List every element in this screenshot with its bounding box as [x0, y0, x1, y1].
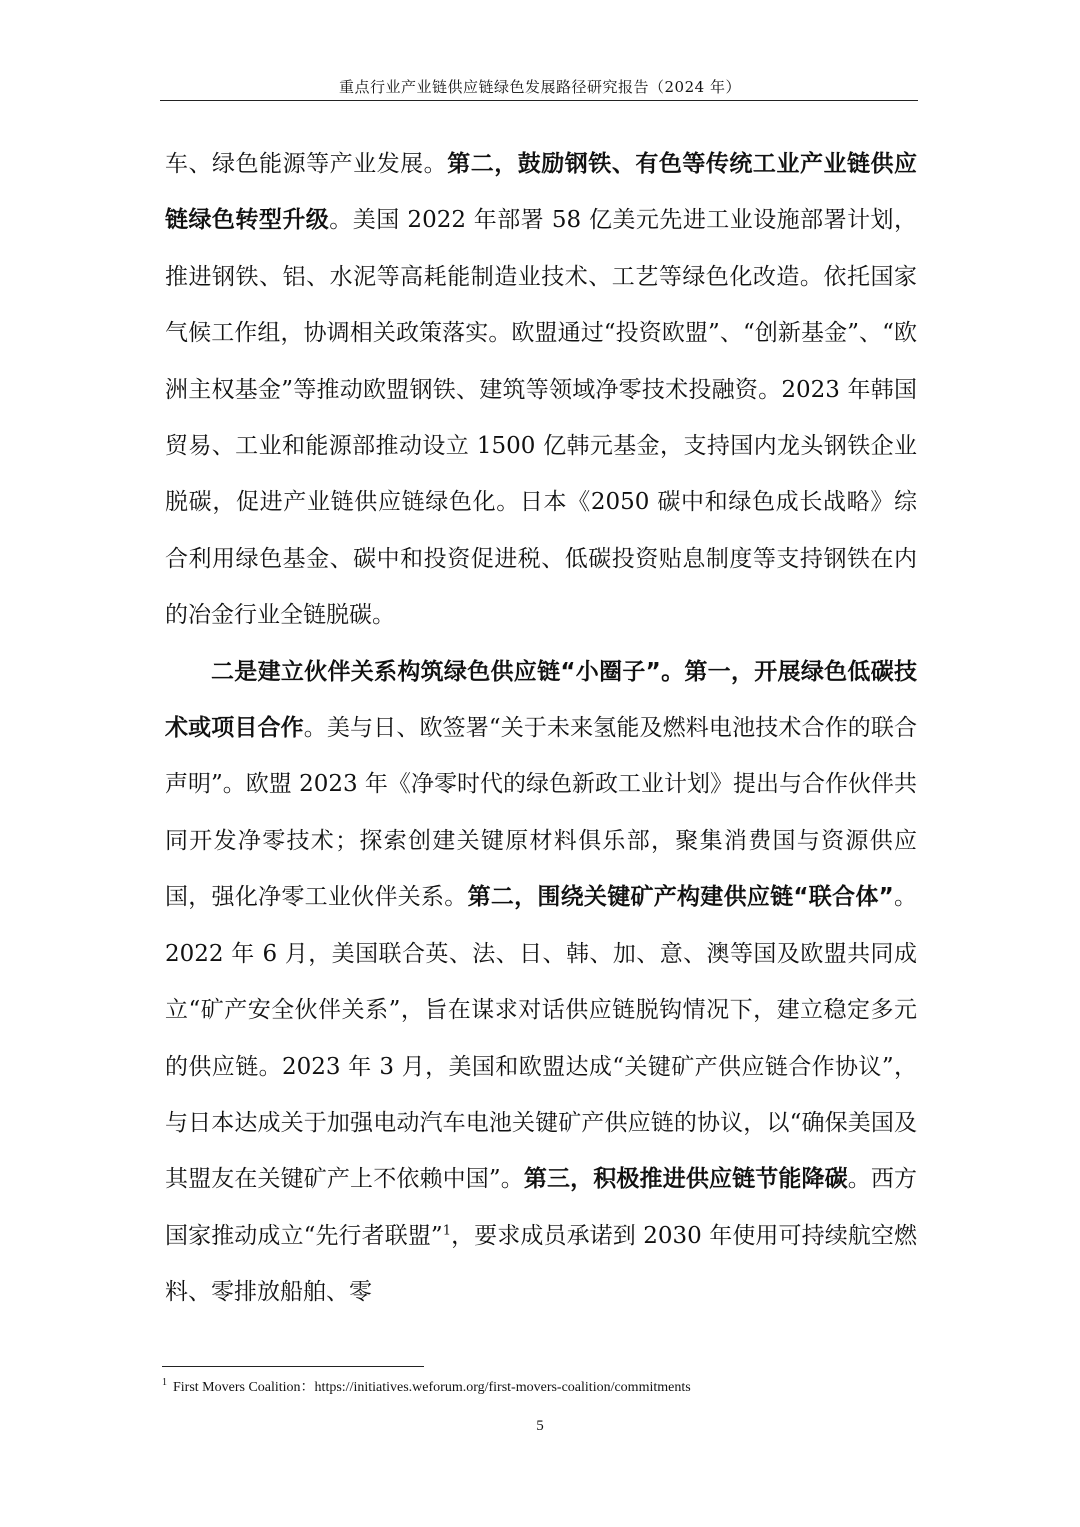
text-run: ，要求成员承诺到 2030 年使用可持续航空燃料、零排放船舶、零 [165, 1222, 917, 1306]
paragraph-2 [165, 644, 917, 1321]
body-text [165, 136, 917, 1321]
footnote-reference[interactable]: 1 [442, 1223, 451, 1239]
footnote-rule [162, 1366, 424, 1367]
page-number: 5 [536, 1418, 544, 1434]
paragraph-1 [165, 136, 917, 644]
bold-text-run: 二是建立伙伴关系构筑绿色供应链“小圈子”。第一，开展绿色低碳技术或项目合作 [165, 658, 917, 742]
text-run: 。西方国家推动成立“先行者联盟” [165, 1166, 918, 1249]
footnote [162, 1378, 918, 1398]
running-header: 重点行业产业链供应链绿色发展路径研究报告（2024 年） [339, 78, 741, 96]
text-run: 。美国 2022 年部署 58 亿美元先进工业设施部署计划，推进钢铁、铝、水泥等高耗能制造业技术、工艺等绿色化改造。依托国家气候工作组，协调相关政策落实。欧盟通过“投资欧盟”、“创新基金”、“欧洲主权基金”等推动欧盟钢铁、建筑等领域净零技术投融资。2023 年韩国贸易、工业和能源部推动设立 1500 亿韩元基金，支持国内龙头钢铁企业脱碳，促进产业链供应链绿色化。日本《2050 碳中和绿色成长战略》综合利用绿色基金、碳中和投资促进税、低碳投资贴息制度等支持钢铁在内的冶金行业全链脱碳。 [165, 207, 918, 629]
bold-text-run: 第二，围绕关键矿产构建供应链“联合体” [467, 884, 894, 911]
footnote-number: 1 [162, 1377, 167, 1389]
footnote-text: First Movers Coalition：https://initiatives.weforum.org/first-movers-coalition/commitments [173, 1380, 691, 1395]
bold-text-run: 第二，鼓励钢铁、有色等传统工业产业链供应链绿色转型升级 [165, 151, 918, 234]
bold-text-run: 第三，积极推进供应链节能降碳 [523, 1166, 848, 1193]
text-run: 车、绿色能源等产业发展。 [165, 151, 448, 177]
header-rule [160, 100, 918, 101]
text-run: 。2022 年 6 月，美国联合英、法、日、韩、加、意、澳等国及欧盟共同成立“矿产安全伙伴关系”，旨在谋求对话供应链脱钩情况下，建立稳定多元的供应链。2023 年 3 月，美国和欧盟达成“关键矿产供应链合作协议”，与日本达成关于加强电动汽车电池关键矿产供应链的协议，以“确保美国及其盟友在关键矿产上不依赖中国”。 [165, 884, 918, 1193]
text-run: 。美与日、欧签署“关于未来氢能及燃料电池技术合作的联合声明”。欧盟 2023 年《净零时代的绿色新政工业计划》提出与合作伙伴共同开发净零技术；探索创建关键原材料俱乐部，聚集消费国与资源供应国，强化净零工业伙伴关系。 [165, 715, 917, 911]
